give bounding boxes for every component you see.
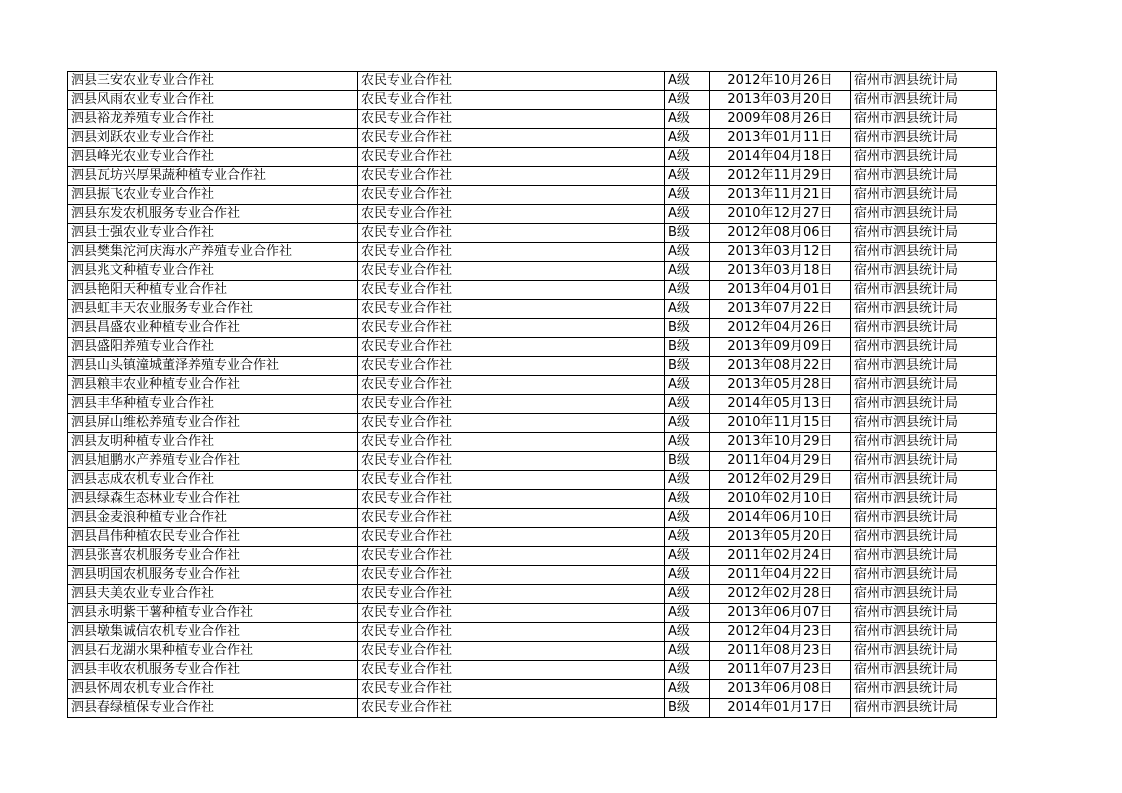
cell-date: 2013年07月22日 [710,300,851,319]
table-row [68,300,997,319]
cell-authority: 宿州市泗县统计局 [851,243,997,262]
cell-authority: 宿州市泗县统计局 [851,585,997,604]
cell-grade: A级 [665,547,710,566]
table-row [68,357,997,376]
cell-date: 2011年04月22日 [710,566,851,585]
cell-organization-type: 农民专业合作社 [358,547,665,566]
cell-cooperative-name: 泗县三安农业专业合作社 [68,72,358,91]
cell-organization-type: 农民专业合作社 [358,186,665,205]
cell-authority: 宿州市泗县统计局 [851,509,997,528]
cell-date: 2013年04月01日 [710,281,851,300]
cell-date: 2010年02月10日 [710,490,851,509]
cell-grade: A级 [665,433,710,452]
cell-organization-type: 农民专业合作社 [358,72,665,91]
cell-organization-type: 农民专业合作社 [358,490,665,509]
cell-grade: B级 [665,357,710,376]
cell-grade: A级 [665,414,710,433]
cell-date: 2012年02月28日 [710,585,851,604]
cell-authority: 宿州市泗县统计局 [851,642,997,661]
cell-grade: A级 [665,395,710,414]
table-row [68,110,997,129]
spreadsheet-page [67,71,997,718]
cell-cooperative-name: 泗县昌伟种植农民专业合作社 [68,528,358,547]
table-row [68,395,997,414]
cell-date: 2014年04月18日 [710,148,851,167]
cell-grade: A级 [665,509,710,528]
cell-authority: 宿州市泗县统计局 [851,547,997,566]
cell-cooperative-name: 泗县石龙湖水果种植专业合作社 [68,642,358,661]
cell-cooperative-name: 泗县刘跃农业专业合作社 [68,129,358,148]
cell-cooperative-name: 泗县振飞农业专业合作社 [68,186,358,205]
cell-date: 2013年03月20日 [710,91,851,110]
table-row [68,699,997,718]
table-row [68,604,997,623]
cell-grade: A级 [665,528,710,547]
cell-organization-type: 农民专业合作社 [358,91,665,110]
cell-authority: 宿州市泗县统计局 [851,262,997,281]
table-row [68,243,997,262]
cell-authority: 宿州市泗县统计局 [851,224,997,243]
cell-date: 2010年12月27日 [710,205,851,224]
table-row [68,376,997,395]
table-row [68,167,997,186]
cell-cooperative-name: 泗县士强农业专业合作社 [68,224,358,243]
cell-grade: A级 [665,490,710,509]
table-row [68,433,997,452]
cell-cooperative-name: 泗县绿森生态林业专业合作社 [68,490,358,509]
cell-date: 2013年06月07日 [710,604,851,623]
cell-date: 2011年08月23日 [710,642,851,661]
table-row [68,186,997,205]
cooperative-table [67,71,997,718]
cell-authority: 宿州市泗县统计局 [851,319,997,338]
table-row [68,205,997,224]
table-row [68,452,997,471]
cell-cooperative-name: 泗县东发农机服务专业合作社 [68,205,358,224]
cell-grade: A级 [665,471,710,490]
cell-grade: A级 [665,680,710,699]
cell-authority: 宿州市泗县统计局 [851,471,997,490]
cell-cooperative-name: 泗县峰光农业专业合作社 [68,148,358,167]
cell-date: 2013年03月12日 [710,243,851,262]
table-row [68,224,997,243]
cell-organization-type: 农民专业合作社 [358,699,665,718]
cell-authority: 宿州市泗县统计局 [851,300,997,319]
table-row [68,661,997,680]
cell-organization-type: 农民专业合作社 [358,110,665,129]
cell-grade: A级 [665,262,710,281]
cell-cooperative-name: 泗县夫美农业专业合作社 [68,585,358,604]
cell-cooperative-name: 泗县屏山维松养殖专业合作社 [68,414,358,433]
table-row [68,148,997,167]
cell-authority: 宿州市泗县统计局 [851,167,997,186]
table-row [68,414,997,433]
cell-grade: A级 [665,281,710,300]
cell-organization-type: 农民专业合作社 [358,243,665,262]
cell-organization-type: 农民专业合作社 [358,281,665,300]
cell-organization-type: 农民专业合作社 [358,205,665,224]
cell-organization-type: 农民专业合作社 [358,585,665,604]
cell-grade: B级 [665,699,710,718]
cell-grade: A级 [665,243,710,262]
cell-authority: 宿州市泗县统计局 [851,604,997,623]
cell-cooperative-name: 泗县明国农机服务专业合作社 [68,566,358,585]
cell-organization-type: 农民专业合作社 [358,414,665,433]
table-row [68,91,997,110]
cell-cooperative-name: 泗县山头镇潼城董泽养殖专业合作社 [68,357,358,376]
cell-grade: B级 [665,338,710,357]
cell-date: 2012年11月29日 [710,167,851,186]
cell-cooperative-name: 泗县丰华种植专业合作社 [68,395,358,414]
cell-authority: 宿州市泗县统计局 [851,623,997,642]
cell-date: 2012年04月23日 [710,623,851,642]
cell-cooperative-name: 泗县志成农机专业合作社 [68,471,358,490]
cell-date: 2012年04月26日 [710,319,851,338]
table-row [68,319,997,338]
cell-authority: 宿州市泗县统计局 [851,72,997,91]
cell-cooperative-name: 泗县兆文种植专业合作社 [68,262,358,281]
cell-cooperative-name: 泗县旭鹏水产养殖专业合作社 [68,452,358,471]
cell-cooperative-name: 泗县张喜农机服务专业合作社 [68,547,358,566]
cell-authority: 宿州市泗县统计局 [851,376,997,395]
cell-date: 2014年01月17日 [710,699,851,718]
cell-date: 2012年10月26日 [710,72,851,91]
table-body [68,72,997,718]
cell-date: 2013年06月08日 [710,680,851,699]
cell-organization-type: 农民专业合作社 [358,642,665,661]
cell-cooperative-name: 泗县墩集诚信农机专业合作社 [68,623,358,642]
table-row [68,642,997,661]
cell-date: 2011年07月23日 [710,661,851,680]
table-row [68,680,997,699]
cell-date: 2012年02月29日 [710,471,851,490]
cell-grade: A级 [665,148,710,167]
cell-date: 2011年02月24日 [710,547,851,566]
cell-authority: 宿州市泗县统计局 [851,281,997,300]
cell-date: 2012年08月06日 [710,224,851,243]
cell-grade: B级 [665,319,710,338]
cell-grade: A级 [665,167,710,186]
cell-grade: B级 [665,224,710,243]
cell-date: 2009年08月26日 [710,110,851,129]
cell-grade: A级 [665,300,710,319]
cell-cooperative-name: 泗县风雨农业专业合作社 [68,91,358,110]
cell-grade: A级 [665,604,710,623]
cell-authority: 宿州市泗县统计局 [851,110,997,129]
cell-date: 2010年11月15日 [710,414,851,433]
cell-organization-type: 农民专业合作社 [358,528,665,547]
cell-authority: 宿州市泗县统计局 [851,205,997,224]
table-row [68,281,997,300]
cell-date: 2013年10月29日 [710,433,851,452]
cell-date: 2013年09月09日 [710,338,851,357]
cell-cooperative-name: 泗县瓦坊兴厚果蔬种植专业合作社 [68,167,358,186]
cell-authority: 宿州市泗县统计局 [851,452,997,471]
cell-date: 2014年06月10日 [710,509,851,528]
cell-organization-type: 农民专业合作社 [358,395,665,414]
cell-authority: 宿州市泗县统计局 [851,699,997,718]
cell-cooperative-name: 泗县昌盛农业种植专业合作社 [68,319,358,338]
cell-grade: A级 [665,376,710,395]
cell-authority: 宿州市泗县统计局 [851,148,997,167]
table-row [68,129,997,148]
cell-organization-type: 农民专业合作社 [358,338,665,357]
cell-organization-type: 农民专业合作社 [358,452,665,471]
cell-organization-type: 农民专业合作社 [358,262,665,281]
table-row [68,338,997,357]
cell-organization-type: 农民专业合作社 [358,604,665,623]
cell-grade: A级 [665,186,710,205]
cell-grade: A级 [665,566,710,585]
cell-date: 2014年05月13日 [710,395,851,414]
table-row [68,509,997,528]
cell-organization-type: 农民专业合作社 [358,566,665,585]
cell-authority: 宿州市泗县统计局 [851,414,997,433]
cell-authority: 宿州市泗县统计局 [851,528,997,547]
cell-organization-type: 农民专业合作社 [358,433,665,452]
cell-authority: 宿州市泗县统计局 [851,490,997,509]
cell-cooperative-name: 泗县艳阳天种植专业合作社 [68,281,358,300]
cell-organization-type: 农民专业合作社 [358,319,665,338]
cell-organization-type: 农民专业合作社 [358,509,665,528]
cell-organization-type: 农民专业合作社 [358,623,665,642]
cell-grade: A级 [665,129,710,148]
cell-cooperative-name: 泗县粮丰农业种植专业合作社 [68,376,358,395]
table-row [68,490,997,509]
table-row [68,585,997,604]
cell-cooperative-name: 泗县春绿植保专业合作社 [68,699,358,718]
table-row [68,623,997,642]
cell-grade: A级 [665,72,710,91]
cell-date: 2013年05月20日 [710,528,851,547]
table-row [68,528,997,547]
cell-cooperative-name: 泗县盛阳养殖专业合作社 [68,338,358,357]
cell-grade: A级 [665,642,710,661]
table-row [68,547,997,566]
cell-organization-type: 农民专业合作社 [358,661,665,680]
cell-organization-type: 农民专业合作社 [358,680,665,699]
cell-organization-type: 农民专业合作社 [358,357,665,376]
cell-cooperative-name: 泗县友明种植专业合作社 [68,433,358,452]
cell-authority: 宿州市泗县统计局 [851,395,997,414]
cell-authority: 宿州市泗县统计局 [851,680,997,699]
cell-grade: A级 [665,623,710,642]
cell-date: 2013年05月28日 [710,376,851,395]
cell-grade: A级 [665,661,710,680]
cell-cooperative-name: 泗县丰收农机服务专业合作社 [68,661,358,680]
cell-grade: A级 [665,205,710,224]
table-row [68,262,997,281]
cell-organization-type: 农民专业合作社 [358,224,665,243]
cell-authority: 宿州市泗县统计局 [851,433,997,452]
cell-date: 2011年04月29日 [710,452,851,471]
cell-cooperative-name: 泗县虹丰天农业服务专业合作社 [68,300,358,319]
cell-organization-type: 农民专业合作社 [358,129,665,148]
cell-organization-type: 农民专业合作社 [358,148,665,167]
cell-authority: 宿州市泗县统计局 [851,357,997,376]
cell-authority: 宿州市泗县统计局 [851,91,997,110]
cell-cooperative-name: 泗县怀周农机专业合作社 [68,680,358,699]
cell-grade: B级 [665,452,710,471]
cell-date: 2013年08月22日 [710,357,851,376]
cell-authority: 宿州市泗县统计局 [851,129,997,148]
cell-grade: A级 [665,91,710,110]
cell-authority: 宿州市泗县统计局 [851,566,997,585]
cell-authority: 宿州市泗县统计局 [851,661,997,680]
cell-grade: A级 [665,110,710,129]
cell-cooperative-name: 泗县永明紫干薯种植专业合作社 [68,604,358,623]
cell-cooperative-name: 泗县金麦浪种植专业合作社 [68,509,358,528]
cell-grade: A级 [665,585,710,604]
cell-organization-type: 农民专业合作社 [358,167,665,186]
cell-organization-type: 农民专业合作社 [358,471,665,490]
cell-authority: 宿州市泗县统计局 [851,186,997,205]
cell-organization-type: 农民专业合作社 [358,300,665,319]
cell-date: 2013年01月11日 [710,129,851,148]
cell-cooperative-name: 泗县樊集沱河庆海水产养殖专业合作社 [68,243,358,262]
cell-organization-type: 农民专业合作社 [358,376,665,395]
table-row [68,72,997,91]
cell-date: 2013年03月18日 [710,262,851,281]
table-row [68,566,997,585]
cell-cooperative-name: 泗县裕龙养殖专业合作社 [68,110,358,129]
cell-authority: 宿州市泗县统计局 [851,338,997,357]
cell-date: 2013年11月21日 [710,186,851,205]
table-row [68,471,997,490]
